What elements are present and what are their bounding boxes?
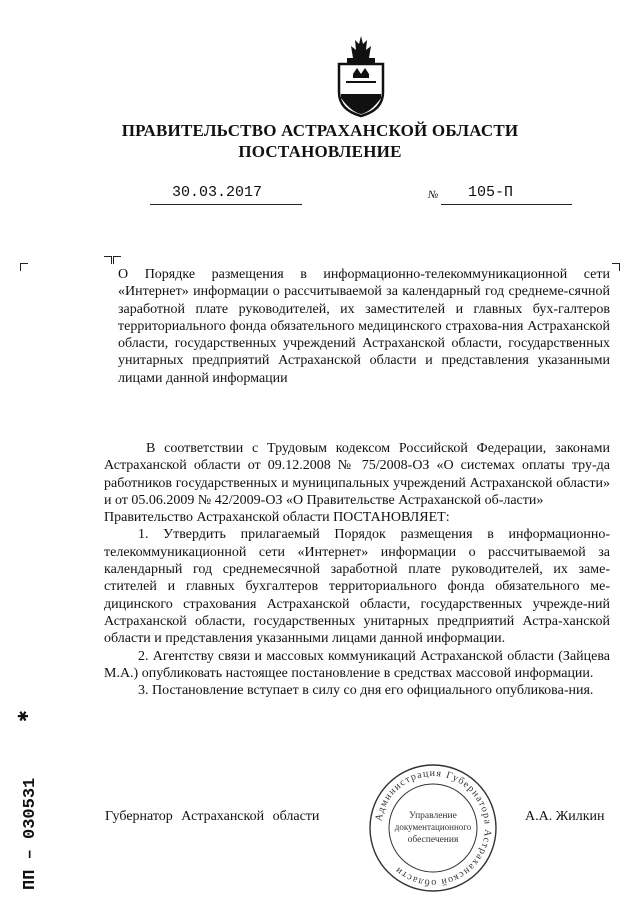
asterisk-icon: ✱ [16, 710, 32, 722]
side-registration-code [4, 700, 44, 900]
subject-text: О Порядке размещения в информационно-телекоммуникационной сети «Интернет» информации о рассчитываемой за календарный год среднеме-сячной заработной плате руководителей, их заместителей и главных бух-галтеров территориального фонда обязательного медицинского страхова-ния Астраханской области, государственных учреждений Астраханской области, государственных унитарных предприятий Астраханской области и представления указанными лицами данной информации [118, 267, 610, 386]
stamp-ring-text: Администрация Губернатора Астраханской области [373, 767, 494, 889]
number-underline [441, 204, 572, 205]
stamp-line-3: обеспечения [407, 835, 459, 845]
corner-mark-left [20, 263, 28, 271]
corner-mark-right [612, 263, 620, 271]
signatory-name: А.А. Жилкин [525, 809, 605, 824]
corner-mark-subject-right [104, 256, 112, 264]
stamp-line-2: документационного [394, 822, 472, 832]
signatory-title: Губернатор Астраханской области [105, 809, 320, 824]
item-1-paragraph: 1. Утвердить прилагаемый Порядок размещения в информационно-телекоммуникационной сети «Интернет» информации о рассчитываемой за календарный год среднемесячной заработной плате руководителей, их заме-стителей и главных бухгалтеров территориального фонда обязательного ме-дицинского страхования Астраханской области, государственных учрежде-ний Астраханской области, государственных унитарных предприятий Астра-ханской области и представления указанными лицами данной информации. [104, 527, 610, 647]
item-2-paragraph: 2. Агентству связи и массовых коммуникаций Астраханской области (Зайцева М.А.) опубликовать настоящее постановление в средствах массовой информации. [104, 648, 610, 681]
document-body [104, 440, 610, 699]
official-stamp [367, 762, 499, 894]
document-subject [118, 266, 610, 387]
item-3-paragraph: 3. Постановление вступает в силу со дня его официального опубликова-ния. [138, 683, 594, 699]
astrakhan-coat-of-arms-icon [333, 34, 389, 118]
document-type-title: ПОСТАНОВЛЕНИЕ [238, 142, 402, 161]
stamp-line-1: Управление [409, 811, 457, 821]
preamble-paragraph: В соответствии с Трудовым кодексом Российской Федерации, законами Астраханской области от 09.12.2008 № 75/2008-ОЗ «О системах оплаты тру-да работников государственных и муниципальных учреждений Астраханской области» и от 05.06.2009 № 42/2009-ОЗ «О Правительстве Астраханской об-ласти» [104, 441, 610, 508]
number-sign: № [428, 189, 439, 201]
document-date: 30.03.2017 [172, 184, 263, 201]
decree-line: Правительство Астраханской области ПОСТАНОВЛЯЕТ: [104, 510, 450, 526]
corner-mark-subject-left [113, 256, 121, 264]
date-underline [150, 204, 302, 205]
side-code-text: ПП – 030531 [21, 777, 40, 890]
government-title: ПРАВИТЕЛЬСТВО АСТРАХАНСКОЙ ОБЛАСТИ [121, 121, 519, 140]
document-number: 105-П [468, 184, 514, 201]
